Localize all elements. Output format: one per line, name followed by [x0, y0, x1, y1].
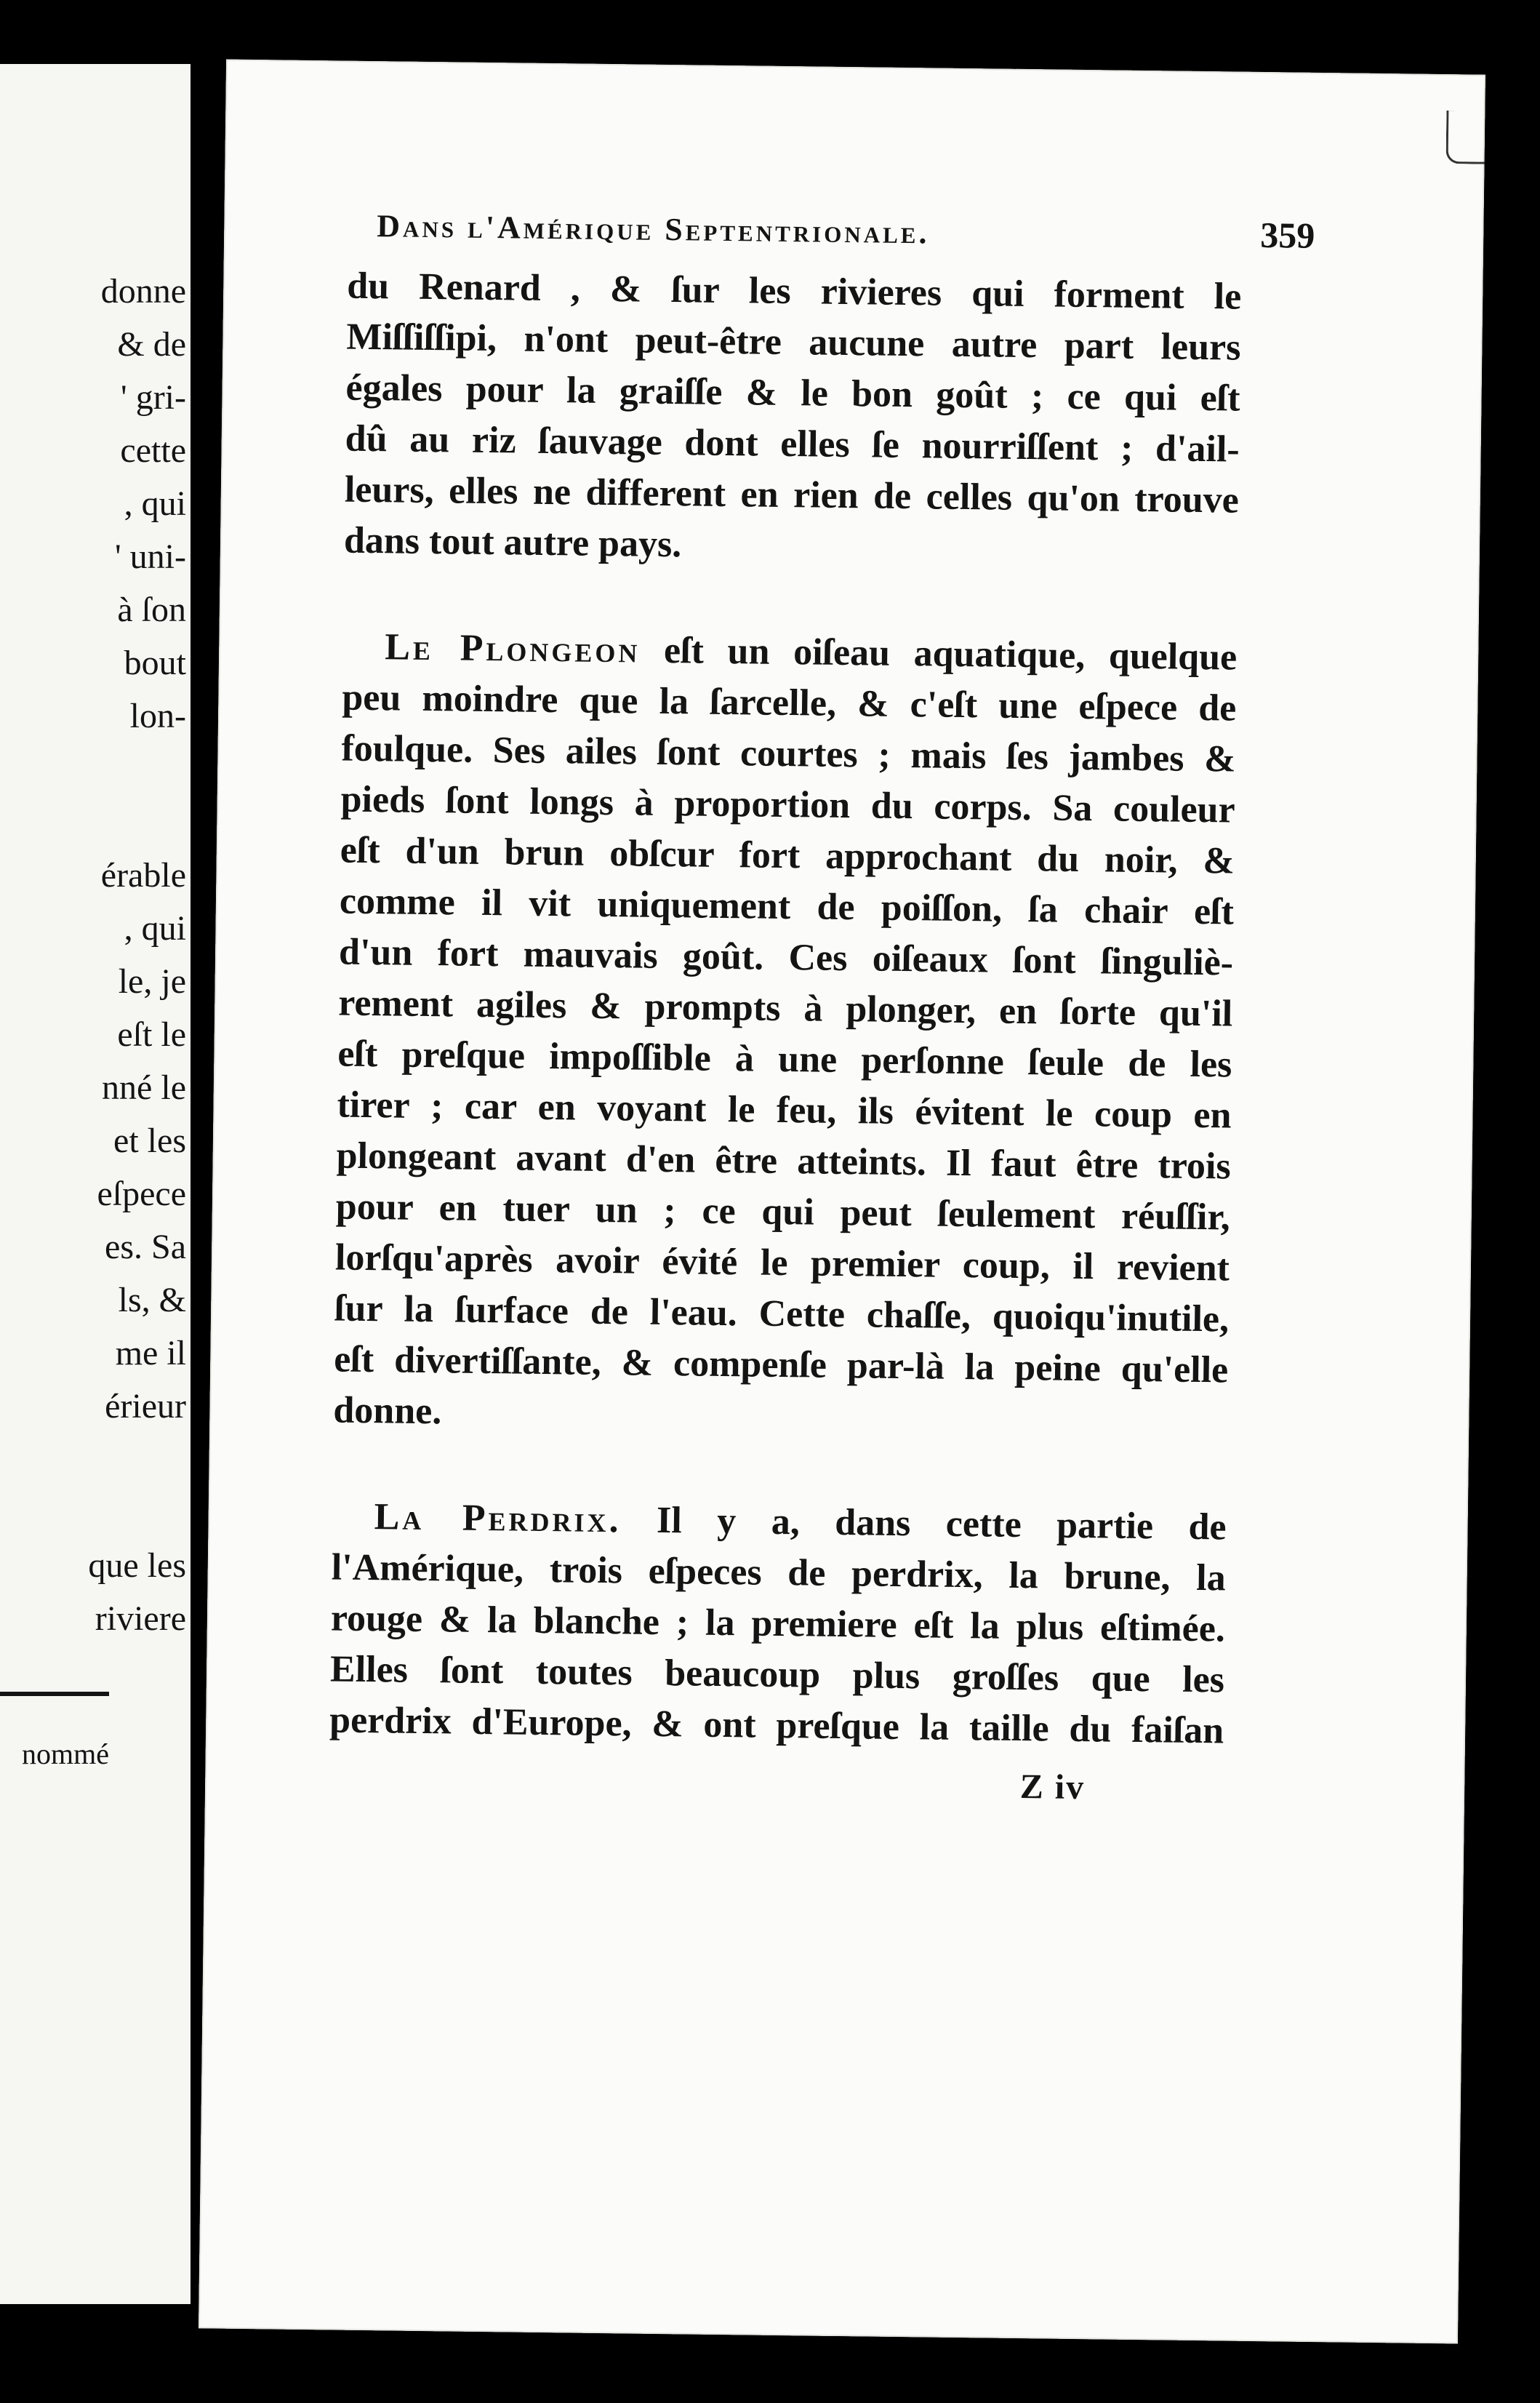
text-line: eſt d'un brun obſcur fort approchant du noir, &: [340, 829, 1235, 882]
signature-mark: Z iv: [1019, 1767, 1086, 1807]
text-line: dû au riz ſauvage dont elles ſe nourriſſent ; d'ail-: [345, 417, 1240, 471]
running-title: Dans l'Amérique Septentrionale.: [377, 208, 930, 251]
text-line: leurs, elles ne different en rien de celles qu'on trouve: [344, 468, 1240, 521]
left-fragment: que les: [88, 1546, 186, 1585]
text-line: donne.: [333, 1389, 442, 1433]
left-facing-page: [0, 64, 191, 2304]
left-fragment: eſpece: [97, 1175, 186, 1213]
text-line: pour en tuer un ; ce qui peut ſeulement réuſſir,: [335, 1185, 1231, 1239]
left-fragment: cette: [120, 431, 186, 470]
text-line: ſur la ſurface de l'eau. Cette chaſſe, quoiqu'inutile,: [334, 1287, 1230, 1340]
left-fragment: , qui: [124, 484, 186, 523]
left-fragment-blank: [12, 796, 186, 849]
left-fragment: eſt le: [117, 1015, 186, 1054]
text-line: foulque. Ses ailes ſont courtes ; mais ſes jambes &: [341, 727, 1236, 780]
text-line: Miſſiſſipi, n'ont peut-être aucune autre part leurs: [346, 316, 1241, 369]
text-line: eſt divertiſſante, & compenſe par-là la peine qu'elle: [333, 1338, 1229, 1391]
left-fragment: érable: [100, 856, 186, 895]
left-fragment: me il: [115, 1334, 186, 1372]
left-page-fragments: [12, 265, 186, 1645]
text-line: dans tout autre pays.: [343, 519, 682, 566]
text-run: eſt un oiſeau aquatique, quelque: [640, 629, 1238, 679]
text-line: rouge & la blanche ; la premiere eſt la plus eſtimée.: [330, 1597, 1226, 1650]
text-line: rement agiles & prompts à plonger, en ſorte qu'il: [337, 982, 1233, 1035]
left-fragment-blank: [12, 1433, 186, 1486]
left-fragment: , qui: [124, 909, 186, 948]
left-fragment: riviere: [95, 1599, 186, 1638]
left-fragment: lon-: [129, 697, 186, 735]
left-fragment: & de: [117, 325, 186, 364]
text-run: Il y a, dans cette partie de: [621, 1499, 1227, 1548]
left-fragment: le, je: [118, 962, 186, 1001]
paragraph-duck-continuation: [344, 261, 1242, 577]
text-line: lorſqu'après avoir évité le premier coup, il revient: [334, 1236, 1230, 1290]
text-line: du Renard , & ſur les rivieres qui forment le: [346, 265, 1242, 318]
left-fragment: ' uni-: [115, 537, 186, 576]
paragraph-perdrix: [329, 1491, 1227, 1756]
left-fragment: nné le: [102, 1068, 186, 1107]
text-line: d'un fort mauvais goût. Ces oiſeaux ſont ſinguliè-: [338, 931, 1234, 984]
left-fragment: ' gri-: [121, 378, 186, 417]
text-line: Elles ſont toutes beaucoup plus groſſes que les: [329, 1648, 1225, 1701]
page-corner-fold: [1445, 111, 1485, 164]
left-fragment: ls, &: [118, 1281, 186, 1319]
text-line: plongeant avant d'en être atteints. Il faut être trois: [336, 1135, 1231, 1188]
left-fragment: es. Sa: [105, 1228, 186, 1266]
page-content: [314, 202, 1315, 1815]
paragraph-plongeon: [333, 622, 1238, 1447]
left-fragment: donne: [100, 272, 186, 311]
text-line: perdrix d'Europe, & ont preſque la taille du faiſan: [329, 1699, 1224, 1752]
main-page: [198, 60, 1485, 2344]
left-footnote-fragment: nommé: [22, 1738, 109, 1770]
left-fragment-blank: [12, 1486, 186, 1539]
text-line: comme il vit uniquement de poiſſon, ſa chair eſt: [339, 880, 1235, 933]
entry-heading-perdrix: La Perdrix.: [374, 1496, 622, 1541]
entry-heading-plongeon: Le Plongeon: [384, 626, 641, 671]
left-fragment: à ſon: [117, 591, 186, 629]
left-fragment: érieur: [105, 1387, 186, 1426]
left-fragment-blank: [12, 743, 186, 796]
text-line: l'Amérique, trois eſpeces de perdrix, la brune, la: [331, 1546, 1227, 1599]
text-line: égales pour la graiſſe & le bon goût ; ce qui eſt: [345, 367, 1240, 420]
text-line: tirer ; car en voyant le feu, ils évitent le coup en: [337, 1084, 1232, 1137]
text-line: eſt preſque impoſſible à une perſonne ſeule de les: [337, 1033, 1232, 1086]
page-number: 359: [1259, 214, 1315, 256]
left-fragment: et les: [113, 1121, 186, 1160]
left-fragment: bout: [124, 644, 186, 682]
text-line: pieds ſont longs à proportion du corps. Sa couleur: [340, 778, 1235, 831]
text-block: [329, 261, 1242, 1815]
footnote-rule: [0, 1692, 109, 1696]
text-line: peu moindre que la ſarcelle, & c'eſt une eſpece de: [342, 676, 1237, 729]
